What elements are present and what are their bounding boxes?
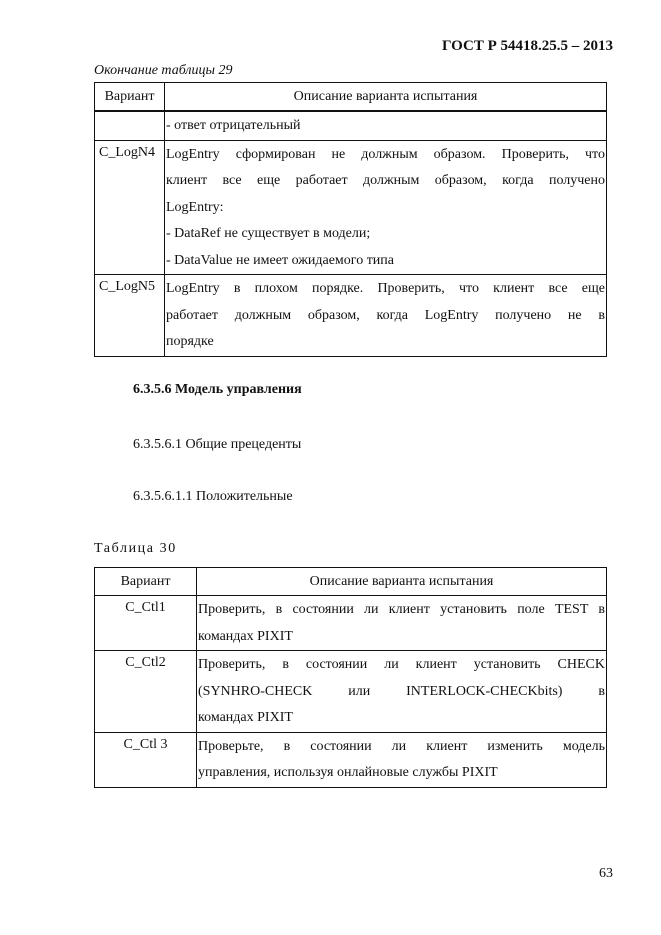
- variant-id: C_Ctl 3: [95, 732, 197, 787]
- description-line: LogEntry сформирован не должным образом. Проверить, что: [166, 146, 605, 162]
- description-line: командах PIXIT: [198, 628, 293, 644]
- table-header-row: [95, 83, 607, 112]
- table-30: [94, 567, 607, 788]
- description-line: клиент все еще работает должным образом, когда получено: [166, 173, 605, 188]
- subsection-heading: 6.3.5.6.1 Общие прецеденты: [133, 437, 302, 452]
- description-line: - DataValue не имеет ожидаемого типа: [166, 252, 395, 268]
- column-header-description: Описание варианта испытания: [165, 83, 607, 112]
- table-row: [95, 111, 607, 140]
- variant-id: C_LogN4: [95, 140, 165, 275]
- page-number: 63: [599, 866, 613, 881]
- document-code: ГОСТ Р 54418.25.5 – 2013: [441, 38, 613, 54]
- description-line: LogEntry в плохом порядке. Проверить, что клиент все еще: [166, 281, 605, 296]
- table-row: [95, 651, 607, 733]
- description-line: Проверить, в состоянии ли клиент установить CHECK: [198, 657, 605, 672]
- table-row: [95, 732, 607, 787]
- table-row: [95, 140, 607, 275]
- table-29-caption: Окончание таблицы 29: [94, 63, 233, 78]
- description-line: управления, используя онлайновые службы PIXIT: [198, 765, 498, 780]
- variant-description: [197, 596, 607, 651]
- column-header-variant: Вариант: [95, 83, 165, 112]
- subsubsection-heading: 6.3.5.6.1.1 Положительные: [133, 489, 293, 504]
- table-29: [94, 82, 607, 357]
- description-line: Проверить, в состоянии ли клиент установить поле TEST в: [198, 602, 605, 617]
- table-row: [95, 596, 607, 651]
- description-line: порядке: [166, 334, 214, 349]
- variant-id: C_Ctl1: [95, 596, 197, 651]
- description-line: (SYNHRO-CHECK или INTERLOCK-CHECKbits) в: [198, 683, 605, 699]
- variant-id: C_Ctl2: [95, 651, 197, 733]
- variant-description: [165, 111, 607, 140]
- description-line: LogEntry:: [166, 199, 224, 215]
- table-30-caption: Таблица 30: [94, 541, 177, 556]
- section-heading: 6.3.5.6 Модель управления: [133, 382, 302, 397]
- variant-description: [165, 275, 607, 357]
- column-header-description: Описание варианта испытания: [197, 568, 607, 596]
- variant-id: C_LogN5: [95, 275, 165, 357]
- table-row: [95, 275, 607, 357]
- column-header-variant: Вариант: [95, 568, 197, 596]
- description-line: Проверьте, в состоянии ли клиент изменить модель: [198, 738, 605, 754]
- variant-description: [197, 651, 607, 733]
- variant-id: [95, 111, 165, 140]
- variant-description: [165, 140, 607, 275]
- table-header-row: [95, 568, 607, 596]
- variant-description: [197, 732, 607, 787]
- description-line: - DataRef не существует в модели;: [166, 226, 371, 241]
- description-line: работает должным образом, когда LogEntry получено не в: [166, 307, 605, 323]
- description-line: командах PIXIT: [198, 710, 293, 725]
- description-line: - ответ отрицательный: [166, 118, 301, 133]
